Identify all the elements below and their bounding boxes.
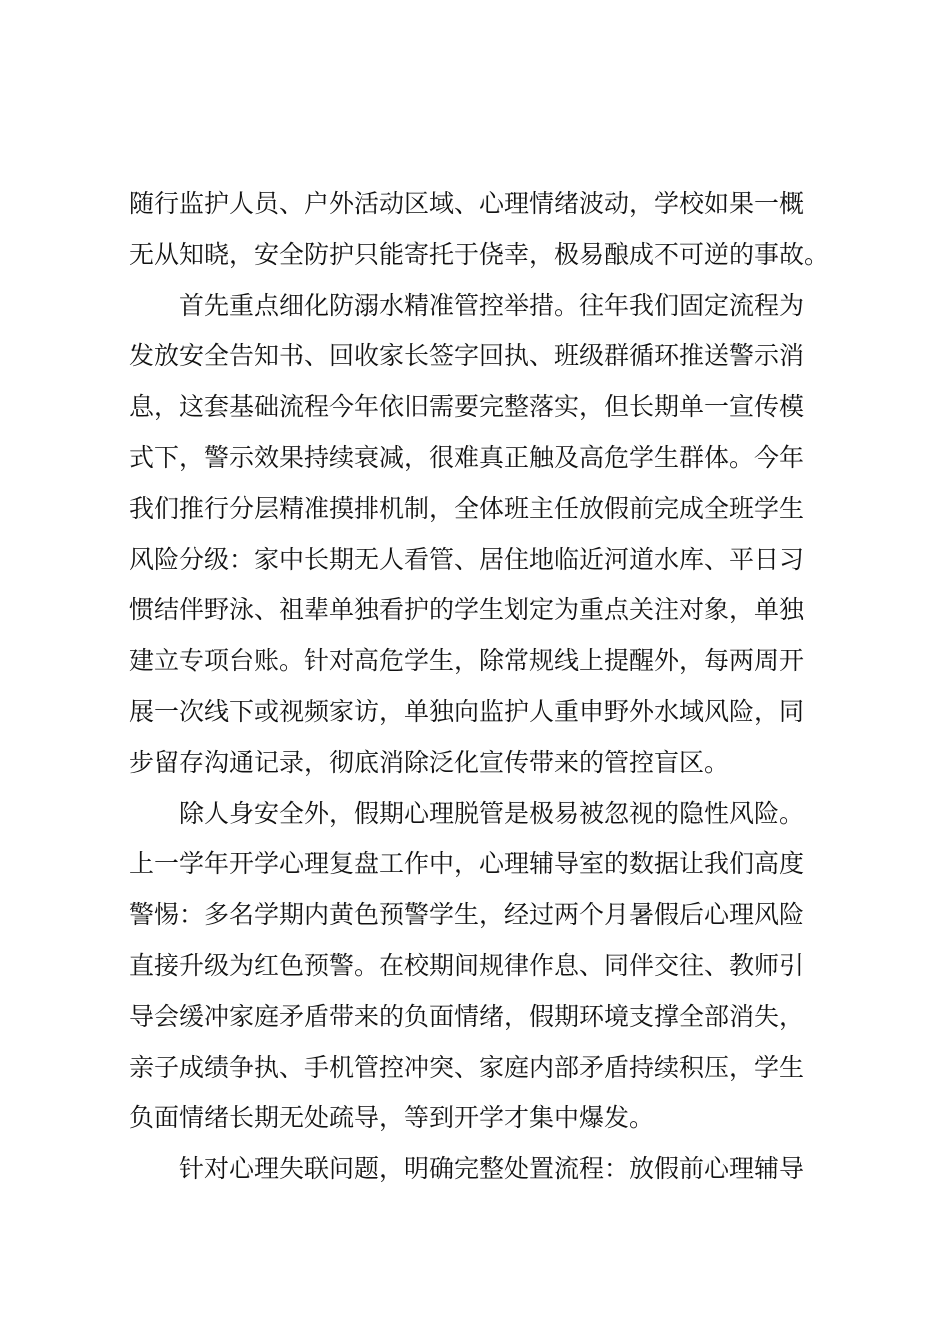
text-line: 建立专项台账。针对高危学生，除常规线上提醒外，每两周开: [129, 646, 805, 676]
text-line: 除人身安全外，假期心理脱管是极易被忽视的隐性风险。: [179, 798, 805, 828]
text-line: 我们推行分层精准摸排机制，全体班主任放假前完成全班学生: [129, 493, 805, 523]
paragraph-2: [129, 281, 839, 789]
text-line: 负面情绪长期无处疏导，等到开学才集中爆发。: [129, 1103, 655, 1133]
text-line: 息，这套基础流程今年依旧需要完整落实，但长期单一宣传模: [129, 392, 805, 422]
text-line: 步留存沟通记录，彻底消除泛化宣传带来的管控盲区。: [129, 747, 730, 777]
text-line: 惯结伴野泳、祖辈单独看护的学生划定为重点关注对象，单独: [129, 595, 805, 625]
text-line: 随行监护人员、户外活动区域、心理情绪波动，学校如果一概: [129, 189, 805, 218]
text-line: 警惕：多名学期内黄色预警学生，经过两个月暑假后心理风险: [129, 900, 805, 930]
text-line: 针对心理失联问题，明确完整处置流程：放假前心理辅导: [179, 1154, 805, 1184]
text-line: 导会缓冲家庭矛盾带来的负面情绪，假期环境支撑全部消失，: [129, 1001, 805, 1031]
text-line: 无从知晓，安全防护只能寄托于侥幸，极易酿成不可逆的事故。: [129, 239, 830, 269]
text-line: 首先重点细化防溺水精准管控举措。往年我们固定流程为: [179, 290, 805, 320]
paragraph-1: [129, 179, 839, 281]
text-line: 上一学年开学心理复盘工作中，心理辅导室的数据让我们高度: [129, 849, 805, 879]
text-line: 直接升级为红色预警。在校期间规律作息、同伴交往、教师引: [129, 950, 805, 980]
text-line: 式下，警示效果持续衰减，很难真正触及高危学生群体。今年: [129, 442, 805, 472]
paragraph-4: [129, 1144, 839, 1195]
document-body: [129, 179, 839, 1195]
text-line: 亲子成绩争执、手机管控冲突、家庭内部矛盾持续积压，学生: [129, 1052, 805, 1082]
text-line: 风险分级：家中长期无人看管、居住地临近河道水库、平日习: [129, 544, 805, 574]
text-line: 发放安全告知书、回收家长签字回执、班级群循环推送警示消: [129, 341, 805, 371]
text-line: 展一次线下或视频家访，单独向监护人重申野外水域风险，同: [129, 696, 805, 726]
paragraph-3: [129, 789, 839, 1145]
